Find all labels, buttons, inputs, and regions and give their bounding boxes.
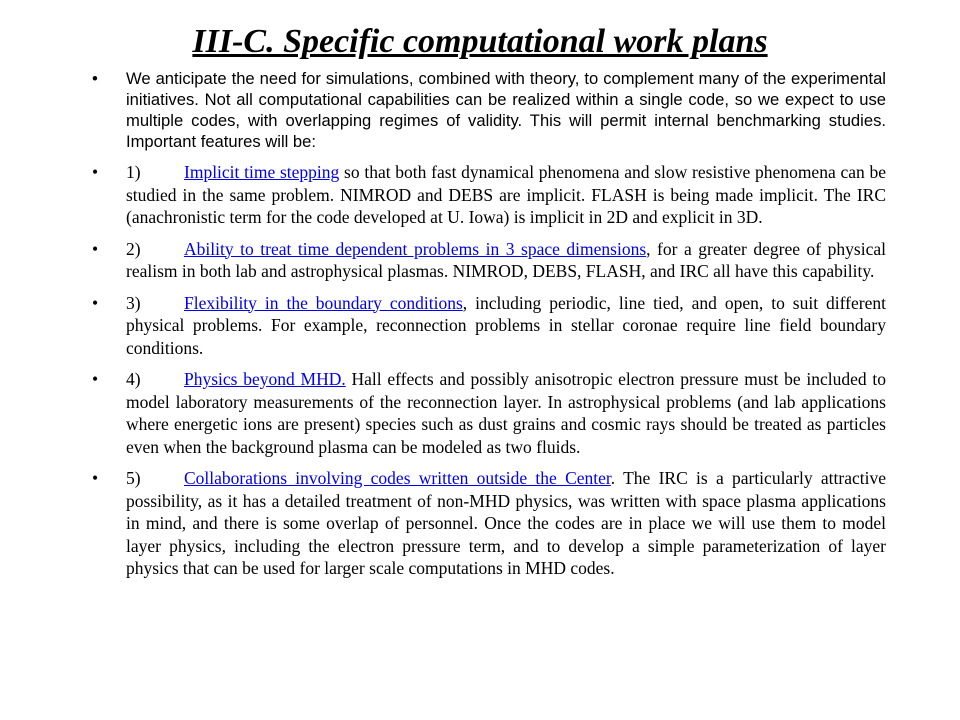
bullet-icon: • [92,238,99,259]
item-text: so that both fast dynamical phenomena and slow resistive phenomena can be studied in the same problem. NIMROD and DEBS are implicit. FLASH is being made implicit. The IRC (anachronistic term for the code developed at U. Iowa) is implicit in 2D and explicit in 3D. [126,162,886,227]
item-number: 1) [126,162,141,182]
bullet-item-3 [92,292,886,360]
item-link[interactable]: Flexibility in the boundary conditions [184,292,463,313]
intro-text: We anticipate the need for simulations, combined with theory, to complement many of the experimental initiatives. Not all computational capabilities can be realized within a single code, so we expect to use multiple codes, with overlapping regimes of validity. This will permit internal benchmarking studies. Important features will be: [126,69,886,151]
bullet-item-1 [92,161,886,229]
slide-title: III-C. Specific computational work plans [192,23,768,60]
bullet-icon: • [92,292,99,313]
item-number: 5) [126,468,141,488]
item-number: 3) [126,292,141,313]
item-number: 2) [126,238,141,259]
bullet-item-5 [92,467,886,580]
item-text: , for a greater degree of physical realism in both lab and astrophysical plasmas. NIMROD, DEBS, FLASH, and IRC all have this capability. [126,238,886,281]
bullet-icon: • [92,69,98,88]
item-link[interactable]: Implicit time stepping [184,162,340,182]
bullet-item-4 [92,368,886,458]
item-text: . The IRC is a particularly attractive possibility, as it has a detailed treatment of non-MHD physics, was written with space plasma applications in mind, and there is some overlap of personnel. Once the codes are in place we will use them to model layer physics, including the electron pressure term, and to develop a simple parameterization of layer physics that can be used for larger scale computations in MHD codes. [126,468,886,578]
bullet-item-2 [92,238,886,283]
bullet-intro [92,68,886,152]
item-number: 4) [126,369,141,389]
item-link[interactable]: Physics beyond MHD. [184,369,346,389]
item-text: , including periodic, line tied, and open, to suit different physical problems. For example, reconnection problems in stellar coronae require line field boundary conditions. [126,292,886,358]
bullet-list [92,68,886,580]
bullet-icon: • [92,468,99,488]
item-text: Hall effects and possibly anisotropic electron pressure must be included to model laboratory measurements of the reconnection layer. In astrophysical problems (and lab applications where energetic ions are present) species such as dust grains and cosmic rays should be treated as particles even when the background plasma can be modeled as two fluids. [126,369,886,457]
bullet-icon: • [92,369,99,389]
item-link[interactable]: Collaborations involving codes written outside the Center [184,468,611,488]
bullet-icon: • [92,162,99,182]
item-link[interactable]: Ability to treat time dependent problems in 3 space dimensions [184,238,647,259]
